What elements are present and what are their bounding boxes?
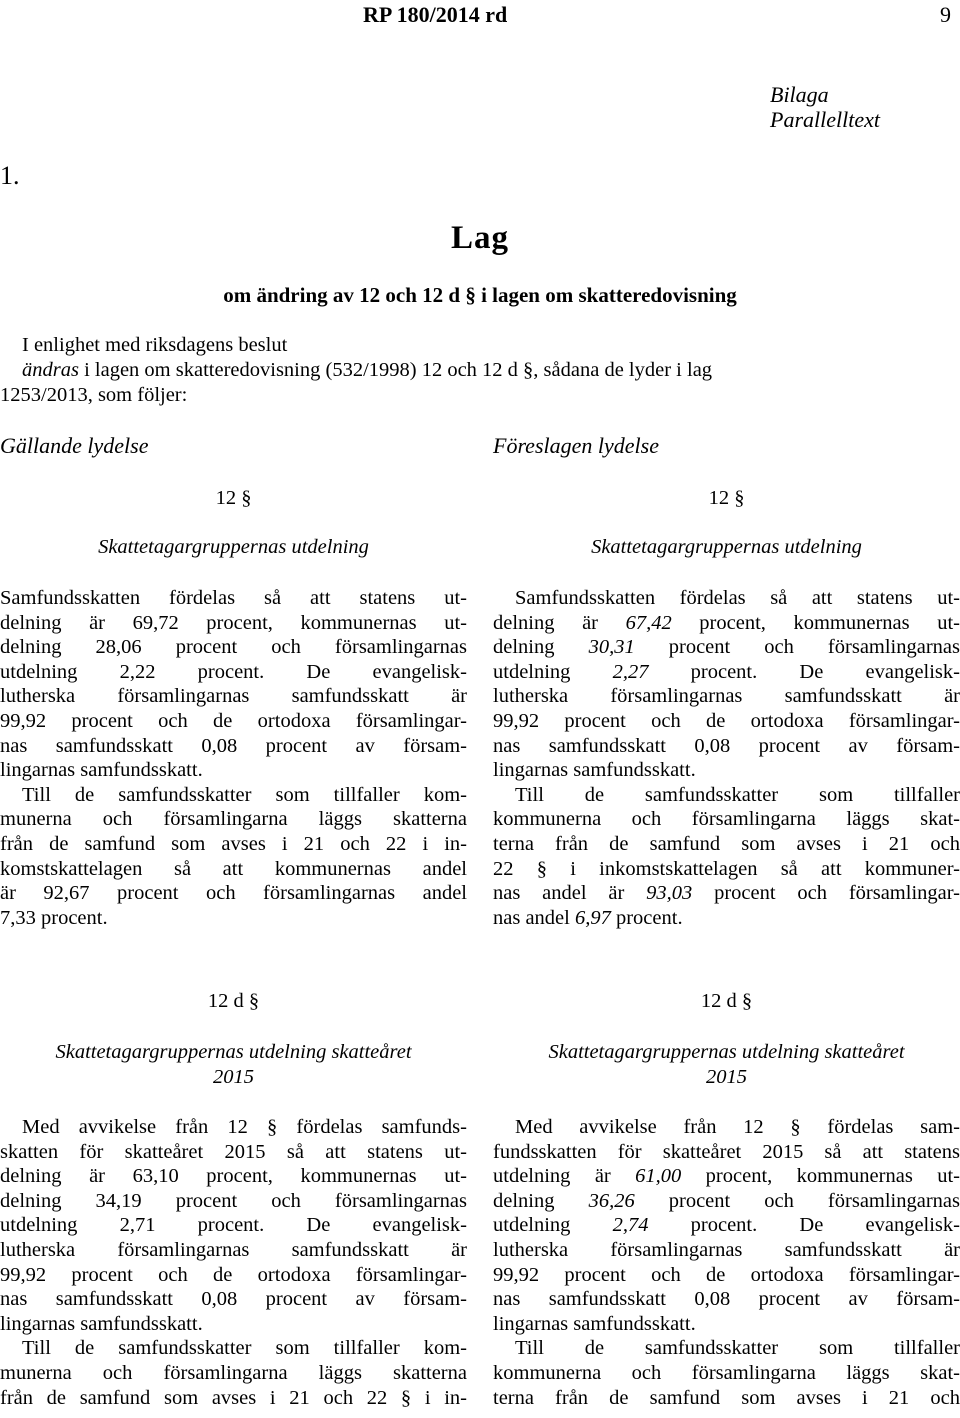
text-line: delning 30,31 procent och församlingarnas — [493, 636, 960, 659]
text-line: lingarnas samfundsskatt. — [493, 1312, 696, 1335]
text-line: lutherska församlingarnas samfundsskatt är — [493, 685, 960, 708]
text-line: lutherska församlingarnas samfundsskatt är — [0, 685, 467, 708]
text-line: munerna och församlingarna läggs skatterna — [0, 808, 467, 831]
text-line: fundsskatten för skatteåret 2015 så att statens — [493, 1140, 960, 1163]
preamble-verb: ändras — [22, 359, 79, 381]
section-12d-left-heading-line-1: Skattetagargruppernas utdelning skatteåret — [55, 1041, 412, 1063]
text-line: komstskattelagen så att kommunernas andel — [0, 857, 467, 880]
text-line: delning 34,19 procent och församlingarnas — [0, 1189, 467, 1212]
text-line: delning är 67,42 procent, kommunernas ut- — [493, 611, 960, 634]
section-12d-left-heading-line-2: 2015 — [213, 1066, 254, 1088]
preamble-line-1: I enlighet med riksdagens beslut — [22, 334, 288, 356]
text-line: är 92,67 procent och församlingarnas andel — [0, 882, 467, 905]
text-line: lutherska församlingarnas samfundsskatt är — [493, 1238, 960, 1261]
text-line: kommunerna och församlingarna läggs skat- — [493, 1361, 960, 1384]
text-line: nas samfundsskatt 0,08 procent av försam- — [493, 734, 960, 757]
text-line: 99,92 procent och de ortodoxa församlingar- — [0, 1263, 467, 1286]
section-12-left-text — [0, 586, 467, 930]
text-line: från de samfund som avses i 21 och 22 § i in- — [0, 1386, 467, 1409]
preamble-line-2 — [22, 358, 959, 383]
text-line: utdelning 2,71 procent. De evangelisk- — [0, 1214, 467, 1237]
section-12d-right-number: 12 d § — [700, 990, 753, 1012]
text-line: Till de samfundsskatter som tillfaller — [515, 1337, 960, 1360]
text-line: nas samfundsskatt 0,08 procent av försam- — [0, 734, 467, 757]
section-12-left-heading: Skattetagargruppernas utdelning — [98, 536, 369, 558]
preamble-text: i lagen om skatteredovisning (532/1998) 12 och 12 d §, sådana de lyder i lag — [78, 359, 713, 381]
text-line: kommunerna och församlingarna läggs skat- — [493, 808, 960, 831]
section-12d-left-number: 12 d § — [207, 990, 260, 1012]
text-line: Till de samfundsskatter som tillfaller kom- — [22, 1337, 467, 1360]
text-line: munerna och församlingarna läggs skatterna — [0, 1361, 467, 1384]
text-line: lingarnas samfundsskatt. — [0, 1312, 203, 1335]
text-line: utdelning är 61,00 procent, kommunernas ut- — [493, 1165, 960, 1188]
law-subtitle: om ändring av 12 och 12 d § i lagen om skatteredovisning — [223, 283, 737, 307]
text-line: lingarnas samfundsskatt. — [493, 759, 696, 782]
text-line: utdelning 2,22 procent. De evangelisk- — [0, 660, 467, 683]
current-wording-heading: Gällande lydelse — [0, 433, 149, 458]
text-line: nas samfundsskatt 0,08 procent av försam- — [0, 1288, 467, 1311]
text-line: nas samfundsskatt 0,08 procent av försam- — [493, 1288, 960, 1311]
text-line: Med avvikelse från 12 § fördelas samfunds- — [22, 1116, 467, 1138]
section-12-right-heading: Skattetagargruppernas utdelning — [591, 536, 862, 558]
text-line: Till de samfundsskatter som tillfaller kom- — [22, 783, 467, 806]
document-id: RP 180/2014 rd — [363, 2, 508, 27]
text-line: delning är 69,72 procent, kommunernas ut- — [0, 611, 467, 634]
text-line: Till de samfundsskatter som tillfaller — [515, 783, 960, 806]
section-12d-right-heading-line-1: Skattetagargruppernas utdelning skatteåret — [548, 1041, 905, 1063]
law-title: Lag — [450, 220, 509, 256]
text-line: terna från de samfund som avses i 21 och — [493, 1386, 960, 1409]
annex-label: Bilaga — [770, 82, 829, 107]
text-line: delning 36,26 procent och församlingarnas — [493, 1189, 960, 1212]
text-line: utdelning 2,74 procent. De evangelisk- — [493, 1214, 960, 1237]
item-number: 1. — [0, 161, 20, 190]
text-line: delning är 63,10 procent, kommunernas ut- — [0, 1165, 467, 1188]
text-line: Samfundsskatten fördelas så att statens ut- — [0, 587, 467, 609]
text-line: 7,33 procent. — [0, 906, 108, 929]
section-12d-right-text — [493, 1115, 960, 1410]
text-line: 22 § i inkomstskattelagen så att kommuner- — [493, 857, 960, 880]
section-12d-left-text — [0, 1115, 467, 1410]
section-12d-right-heading-line-2: 2015 — [706, 1066, 747, 1088]
text-line: Samfundsskatten fördelas så att statens ut- — [515, 587, 960, 609]
section-12-right-text — [493, 586, 960, 930]
preamble-line-3: 1253/2013, som följer: — [0, 384, 188, 406]
text-line: från de samfund som avses i 21 och 22 i in- — [0, 832, 467, 855]
section-12-right-number: 12 § — [708, 487, 745, 509]
text-line: lutherska församlingarnas samfundsskatt är — [0, 1238, 467, 1261]
section-12-left-number: 12 § — [215, 487, 252, 509]
text-line: terna från de samfund som avses i 21 och — [493, 832, 960, 855]
text-line: 99,92 procent och de ortodoxa församlingar- — [0, 709, 467, 732]
annex-sublabel: Parallelltext — [770, 107, 880, 132]
text-line: Med avvikelse från 12 § fördelas sam- — [515, 1116, 960, 1138]
text-line: delning 28,06 procent och församlingarnas — [0, 636, 467, 659]
text-line: nas andel är 93,03 procent och församlingar- — [493, 882, 960, 905]
text-line: skatten för skatteåret 2015 så att statens ut- — [0, 1140, 467, 1163]
text-line: nas andel 6,97 procent. — [493, 906, 683, 929]
text-line: 99,92 procent och de ortodoxa församlingar- — [493, 709, 960, 732]
text-line: 99,92 procent och de ortodoxa församlingar- — [493, 1263, 960, 1286]
page-number: 9 — [940, 2, 951, 27]
text-line: lingarnas samfundsskatt. — [0, 759, 203, 782]
proposed-wording-heading: Föreslagen lydelse — [493, 433, 659, 458]
text-line: utdelning 2,27 procent. De evangelisk- — [493, 660, 960, 683]
